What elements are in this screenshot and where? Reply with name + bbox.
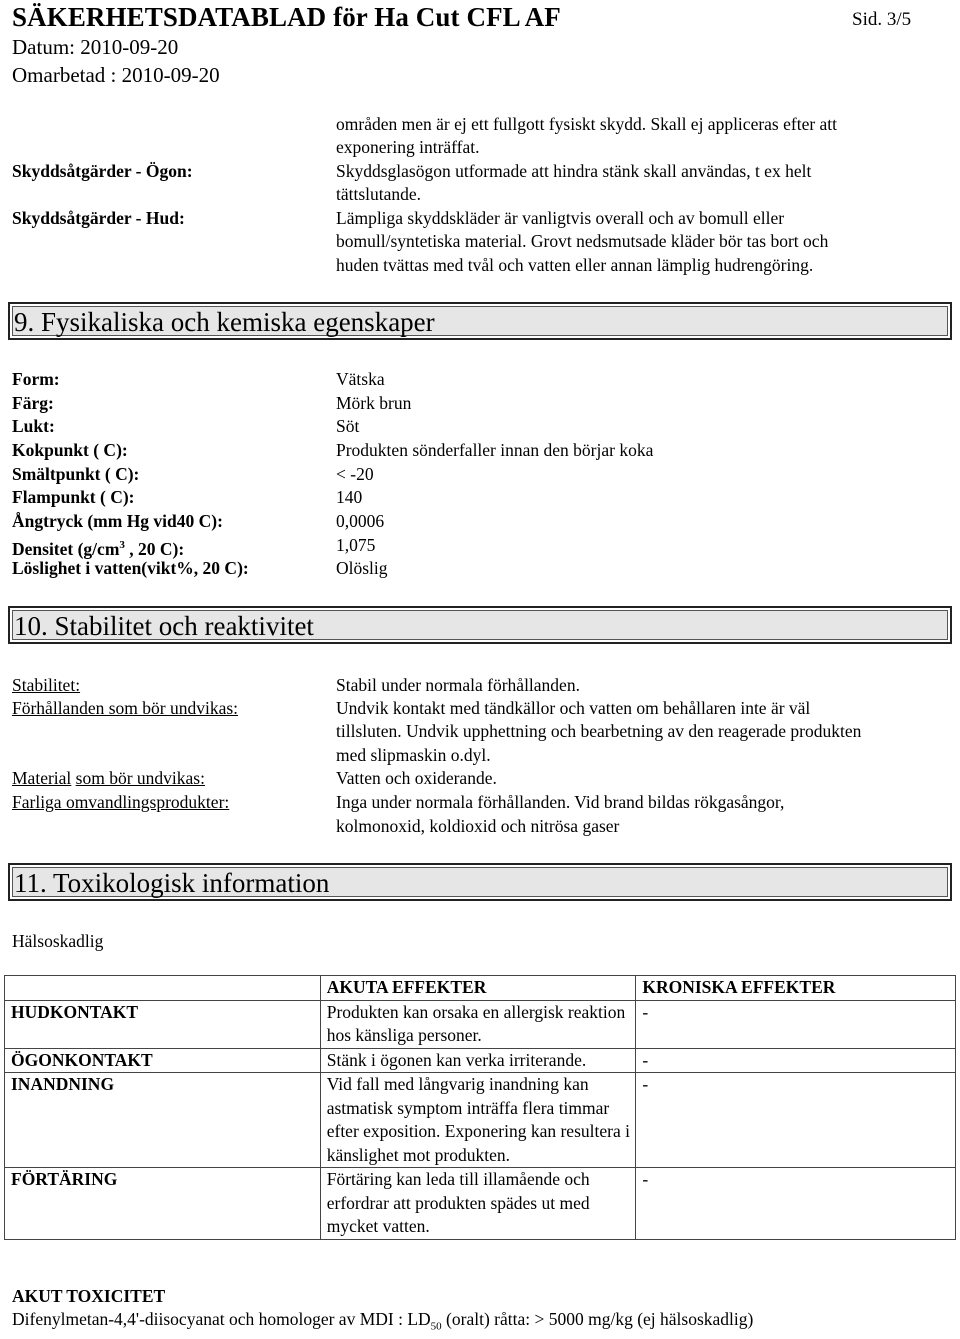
materials-to-avoid-label: Material som bör undvikas:: [12, 768, 205, 788]
acute-effect-cell: Produkten kan orsaka en allergisk reaktion hos känsliga personer.: [320, 1000, 636, 1048]
protection-continued-line-1: områden men är ej ett fullgott fysiskt skydd. Skall ej appliceras efter att: [336, 114, 838, 134]
skin-protection-text-1: Lämpliga skyddskläder är vanligtvis overall och av bomull eller: [336, 208, 785, 228]
property-value-color: Mörk brun: [336, 393, 412, 413]
acute-effect-cell: Förtäring kan leda till illamående och erfordrar att produkten spädes ut med mycket vatten.: [320, 1168, 636, 1240]
table-header-acute: AKUTA EFFEKTER: [320, 976, 636, 1001]
acute-effect-cell: Vid fall med långvarig inandning kan astmatisk symptom inträffa flera timmar efter exposition. Exponering kan resultera i känslighet mot produkten.: [320, 1073, 636, 1168]
route-cell: ÖGONKONTAKT: [5, 1048, 321, 1073]
document-title: SÄKERHETSDATABLAD för Ha Cut CFL AF: [12, 2, 561, 32]
skin-protection-label: Skyddsåtgärder - Hud:: [12, 208, 185, 228]
property-value-flash-point: 140: [336, 487, 363, 507]
route-cell: INANDNING: [5, 1073, 321, 1168]
chronic-effect-cell: -: [636, 1048, 956, 1073]
property-value-form: Vätska: [336, 369, 385, 389]
section-11-header: [8, 863, 952, 901]
skin-protection-text-2: bomull/syntetiska material. Grovt nedsmutsade kläder bör tas bort och: [336, 231, 829, 251]
eye-protection-label: Skyddsåtgärder - Ögon:: [12, 161, 193, 181]
route-cell: FÖRTÄRING: [5, 1168, 321, 1240]
acute-toxicity-label: AKUT TOXICITET: [12, 1286, 166, 1306]
property-label-color: Färg:: [12, 393, 54, 413]
property-value-solubility: Olöslig: [336, 558, 388, 578]
conditions-to-avoid-label: Förhållanden som bör undvikas:: [12, 698, 239, 718]
conditions-to-avoid-line-2: tillsluten. Undvik upphettning och bearbetning av den reagerade produkten: [336, 721, 862, 741]
property-label-solubility: Löslighet i vatten(vikt%, 20 C):: [12, 558, 249, 578]
chronic-effect-cell: -: [636, 1073, 956, 1168]
table-row: [5, 1048, 956, 1073]
route-cell: HUDKONTAKT: [5, 1000, 321, 1048]
property-value-vapor-pressure: 0,0006: [336, 511, 385, 531]
table-header-chronic: KRONISKA EFFEKTER: [636, 976, 956, 1001]
table-header-row: [5, 976, 956, 1001]
section-10-header: [8, 606, 952, 644]
table-header-cell: [5, 976, 321, 1001]
property-label-odor: Lukt:: [12, 416, 55, 436]
property-label-form: Form:: [12, 369, 60, 389]
chronic-effect-cell: -: [636, 1000, 956, 1048]
property-value-density: 1,075: [336, 535, 376, 555]
conditions-to-avoid-line-1: Undvik kontakt med tändkällor och vatten om behållaren inte är väl: [336, 698, 811, 718]
eye-protection-text-1: Skyddsglasögon utformade att hindra stänk skall användas, t ex helt: [336, 161, 812, 181]
eye-protection-text-2: tättslutande.: [336, 184, 422, 204]
issue-date: Datum: 2010-09-20: [12, 35, 179, 59]
protection-continued-line-2: exponering inträffat.: [336, 137, 480, 157]
materials-to-avoid-value: Vatten och oxiderande.: [336, 768, 497, 788]
property-value-melting-point: < -20: [336, 464, 374, 484]
health-harmful-label: Hälsoskadlig: [12, 931, 104, 951]
hazardous-products-line-2: kolmonoxid, koldioxid och nitrösa gaser: [336, 816, 620, 836]
hazardous-products-label: Farliga omvandlingsprodukter:: [12, 792, 230, 812]
property-value-odor: Söt: [336, 416, 360, 436]
stability-value: Stabil under normala förhållanden.: [336, 675, 580, 695]
acute-toxicity-text: Difenylmetan-4,4'-diisocyanat och homologer av MDI : $LD_{50}$ (oralt) råtta: > 5000 mg/kg (ej hälsoskadlig): [12, 1309, 754, 1333]
table-row: [5, 1000, 956, 1048]
toxicology-table: [4, 975, 956, 1240]
page-number: Sid. 3/5: [852, 9, 912, 30]
property-label-melting-point: Smältpunkt ( C):: [12, 464, 140, 484]
hazardous-products-line-1: Inga under normala förhållanden. Vid brand bildas rökgasångor,: [336, 792, 785, 812]
section-11-heading: 11. Toxikologisk information: [14, 868, 330, 898]
chronic-effect-cell: -: [636, 1168, 956, 1240]
stability-label: Stabilitet:: [12, 675, 81, 695]
property-label-boiling-point: Kokpunkt ( C):: [12, 440, 128, 460]
skin-protection-text-3: huden tvättas med tvål och vatten eller annan lämplig hudrengöring.: [336, 255, 814, 275]
property-label-density: Densitet ($g/cm^3$ , 20 C):: [12, 538, 185, 559]
revision-date: Omarbetad : 2010-09-20: [12, 63, 220, 87]
table-row: [5, 1073, 956, 1168]
acute-effect-cell: Stänk i ögonen kan verka irriterande.: [320, 1048, 636, 1073]
conditions-to-avoid-line-3: med slipmaskin o.dyl.: [336, 745, 491, 765]
table-row: [5, 1168, 956, 1240]
section-10-heading: 10. Stabilitet och reaktivitet: [14, 611, 314, 641]
property-label-flash-point: Flampunkt ( C):: [12, 487, 135, 507]
property-value-boiling-point: Produkten sönderfaller innan den börjar koka: [336, 440, 654, 460]
section-9-header: [8, 302, 952, 340]
section-9-heading: 9. Fysikaliska och kemiska egenskaper: [14, 307, 435, 337]
property-label-vapor-pressure: Ångtryck (mm Hg vid40 C):: [12, 511, 223, 531]
